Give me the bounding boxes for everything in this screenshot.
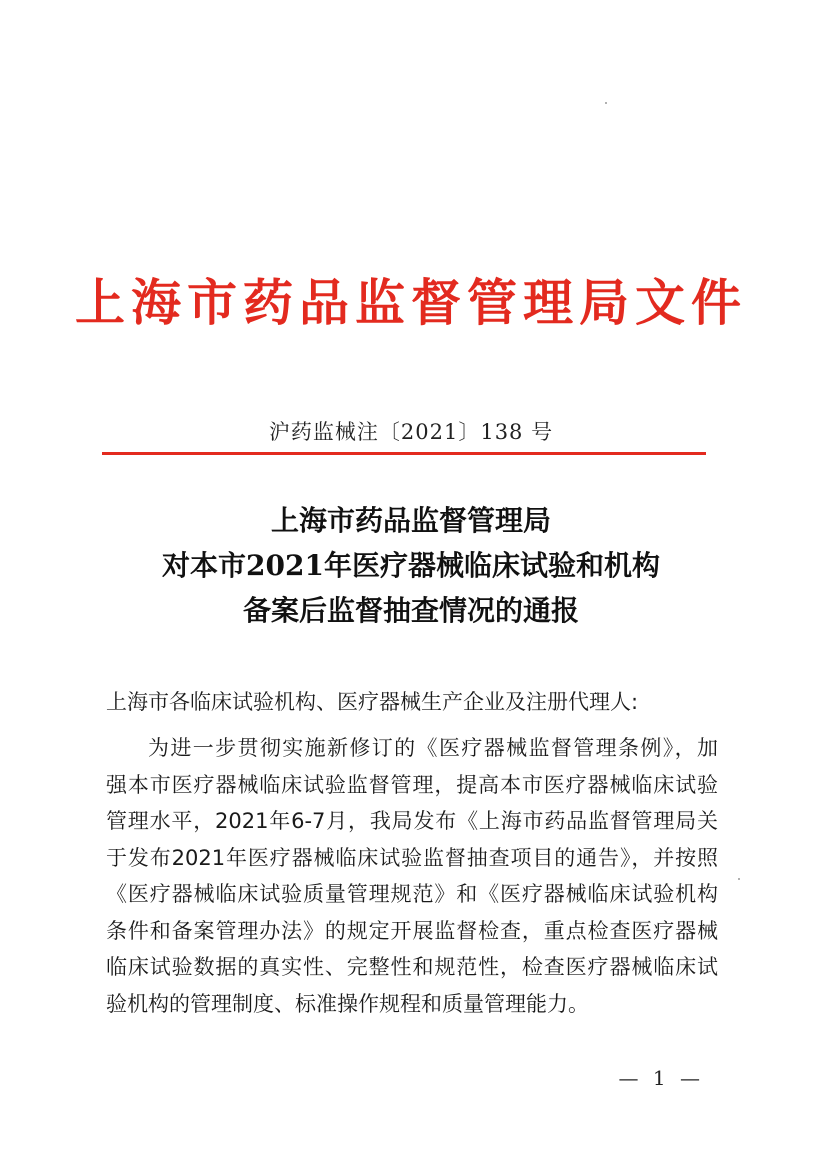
document-number: 沪药监械注〔2021〕138 号 xyxy=(268,420,554,444)
body-line: 管理水平，2021年6-7月，我局发布《上海市药品监督管理局关 xyxy=(106,809,718,833)
scan-speck xyxy=(605,102,607,104)
red-separator-rule xyxy=(102,452,706,455)
body-line: 于发布2021年医疗器械临床试验监督抽查项目的通告》，并按照 xyxy=(106,845,718,870)
masthead-title: 上海市药品监督管理局文件 xyxy=(75,273,747,332)
body-line: 验机构的管理制度、标准操作规程和质量管理能力。 xyxy=(106,991,589,1016)
body-paragraph xyxy=(106,730,718,1022)
body-line: 强本市医疗器械临床试验监督管理，提高本市医疗器械临床试验 xyxy=(106,772,718,797)
salutation: 上海市各临床试验机构、医疗器械生产企业及注册代理人: xyxy=(106,690,639,714)
body-line: 条件和备案管理办法》的规定开展监督检查，重点检查医疗器械 xyxy=(106,918,718,943)
scan-speck xyxy=(738,878,740,880)
document-title xyxy=(0,498,822,633)
title-line: 对本市2021年医疗器械临床试验和机构 xyxy=(162,549,660,582)
body-line: 临床试验数据的真实性、完整性和规范性，检查医疗器械临床试 xyxy=(106,955,718,979)
title-line: 上海市药品监督管理局 xyxy=(270,504,551,537)
body-line: 为进一步贯彻实施新修订的《医疗器械监督管理条例》，加 xyxy=(148,736,718,760)
page-number: — 1 — xyxy=(618,1066,704,1090)
title-line: 备案后监督抽查情况的通报 xyxy=(242,594,579,627)
body-line: 《医疗器械临床试验质量管理规范》和《医疗器械临床试验机构 xyxy=(106,882,718,906)
